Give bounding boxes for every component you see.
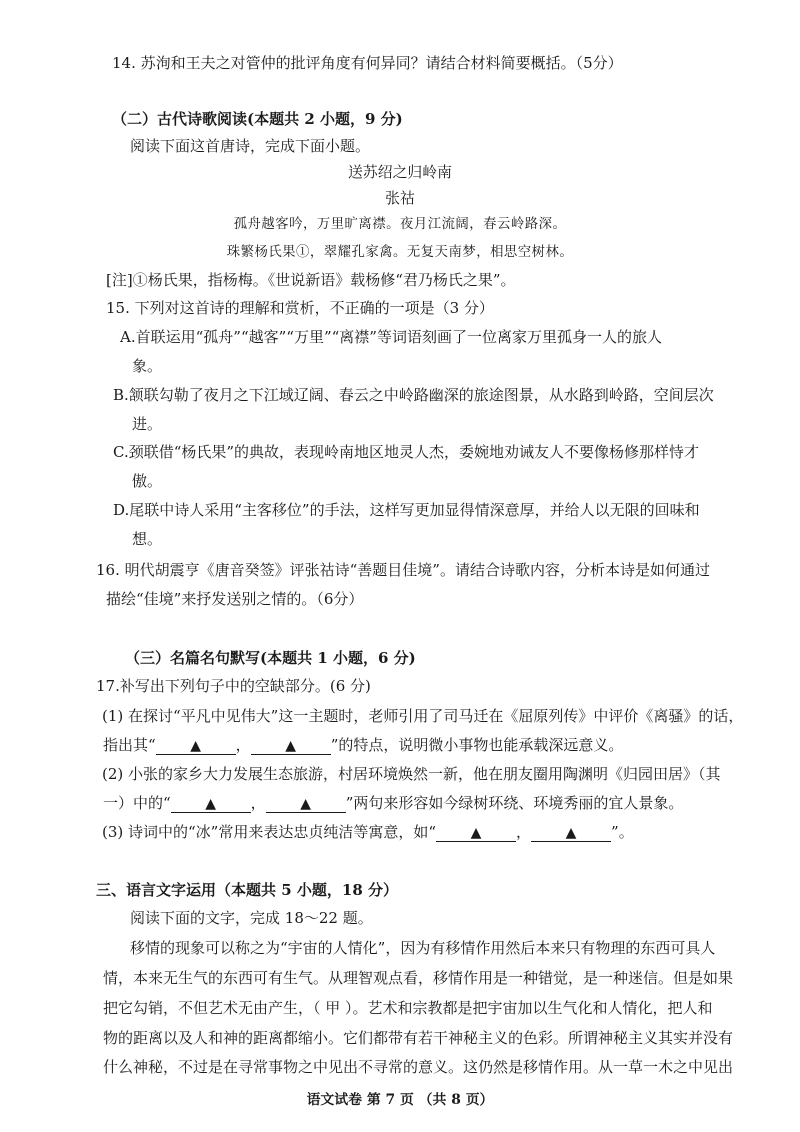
recitation-item-3: (3) 诗词中的“冰”常用来表达忠贞纯洁等寓意，如“ ▲ ， ▲ ”。 [102, 823, 634, 841]
option-d-line-1: D.尾联中诗人采用“主客移位”的手法，这样写更加显得情深意厚，并给人以无限的回味和 [113, 501, 700, 519]
fill-blank-1[interactable]: ▲ [156, 736, 236, 755]
poem-title: 送苏绍之归岭南 [348, 163, 452, 181]
option-c-line-1: C.颈联借“杨氏果”的典故，表现岭南地区地灵人杰，委婉地劝诫友人不要像杨修那样恃才 [113, 443, 700, 461]
question-16-line-2: 描绘“佳境”来抒发送别之情的。（6分） [106, 590, 364, 608]
fill-blank-3[interactable]: ▲ [171, 794, 251, 813]
section-heading-poetry: （二）古代诗歌阅读(本题共 2 小题，9 分) [112, 110, 403, 128]
passage-line-2: 情，本来无生气的东西可有生气。从理智观点看，移情作用是一种错觉，是一种迷信。但是如果 [103, 969, 734, 987]
option-a-line-2: 象。 [132, 357, 163, 375]
passage-line-4: 物的距离以及人和神的距离都缩小。它们都带有若干神秘主义的色彩。所谓神秘主义其实并没有 [103, 1029, 734, 1047]
option-d-line-2: 想。 [132, 530, 163, 548]
question-15: 15. 下列对这首诗的理解和赏析，不正确的一项是（3 分） [106, 299, 494, 317]
passage-line-5: 什么神秘，不过是在寻常事物之中见出不寻常的意义。这仍然是移情作用。从一草一木之中见出 [103, 1058, 734, 1076]
option-b-line-1: B.颔联勾勒了夜月之下江域辽阔、春云之中岭路幽深的旅途图景，从水路到岭路，空间层次 [113, 386, 714, 404]
poem-line-1: 孤舟越客吟，万里旷离襟。夜月江流阔，春云岭路深。 [233, 217, 567, 232]
page-footer: 语文试卷 第 7 页 （共 8 页） [306, 1092, 494, 1108]
section-heading-recitation: （三）名篇名句默写(本题共 1 小题，6 分) [125, 649, 416, 667]
fill-blank-4[interactable]: ▲ [266, 794, 346, 813]
question-16-line-1: 16. 明代胡震亨《唐音癸签》评张祜诗“善题目佳境”。请结合诗歌内容，分析本诗是如何通过 [96, 561, 710, 579]
poem-line-2: 珠繁杨氏果①，翠耀孔家禽。无复天南梦，相思空树林。 [226, 245, 574, 260]
language-intro: 阅读下面的文字，完成 18～22 题。 [130, 909, 373, 927]
fill-blank-6[interactable]: ▲ [531, 823, 611, 842]
fill-blank-2[interactable]: ▲ [251, 736, 331, 755]
recitation-item-2-line-1: (2) 小张的家乡大力发展生态旅游，村居环境焕然一新，他在朋友圈用陶渊明《归园田居》（其 [102, 765, 721, 783]
recitation-item-2-line-2: 一）中的“ ▲ ， ▲ ”两句来形容如今绿树环绕、环境秀丽的宜人景象。 [103, 794, 684, 812]
recitation-item-1-line-2: 指出其“ ▲ ， ▲ ”的特点，说明微小事物也能承载深远意义。 [103, 736, 624, 754]
passage-line-3: 把它勾销，不但艺术无由产生，（ 甲 ）。艺术和宗教都是把宇宙加以生气化和人情化，把人和 [103, 999, 713, 1017]
question-14: 14. 苏洵和王夫之对管仲的批评角度有何异同？请结合材料简要概括。（5分） [112, 54, 623, 72]
passage-line-1: 移情的现象可以称之为“宇宙的人情化”，因为有移情作用然后本来只有物理的东西可具人 [130, 939, 716, 957]
option-a-line-1: A.首联运用“孤舟”“越客”“万里”“离襟”等词语刻画了一位离家万里孤身一人的旅人 [120, 328, 662, 346]
poem-note: [注]①杨氏果，指杨梅。《世说新语》载杨修“君乃杨氏之果”。 [106, 271, 516, 289]
option-c-line-2: 傲。 [132, 472, 163, 490]
poem-author: 张祜 [385, 189, 415, 207]
question-17: 17.补写出下列句子中的空缺部分。(6 分) [96, 677, 371, 695]
poetry-intro: 阅读下面这首唐诗，完成下面小题。 [130, 137, 371, 155]
part-heading-language: 三、语言文字运用（本题共 5 小题，18 分） [96, 881, 398, 899]
recitation-item-1-line-1: (1) 在探讨“平凡中见伟大”这一主题时，老师引用了司马迁在《屈原列传》中评价《离骚》的话， [102, 707, 744, 725]
fill-blank-5[interactable]: ▲ [436, 823, 516, 842]
option-b-line-2: 进。 [132, 415, 163, 433]
